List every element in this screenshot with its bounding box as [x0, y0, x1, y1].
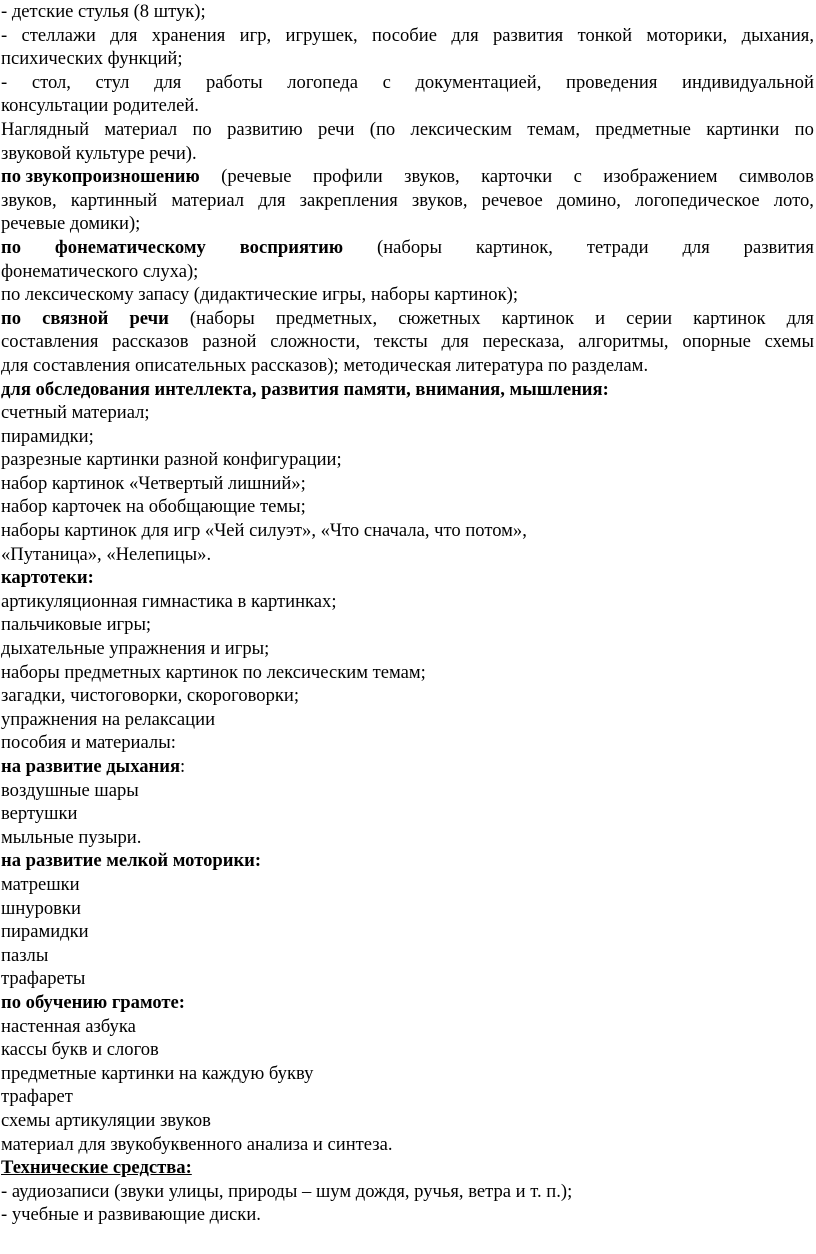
item-lexical: по лексическому запасу (дидактические игры, наборы картинок);: [1, 284, 518, 306]
heading-breathing-line: на развитие дыхания:: [1, 756, 186, 777]
list-item: - аудиозаписи (звуки улицы, природы – шум дождя, ручья, ветра и т. п.);: [1, 1180, 573, 1202]
text-line: фонематического слуха);: [1, 260, 199, 282]
list-item: кассы букв и слогов: [1, 1039, 159, 1061]
heading-intellect: для обследования интеллекта, развития памяти, внимания, мышления:: [1, 378, 609, 400]
list-item: трафарет: [1, 1086, 73, 1108]
list-item: пирамидки;: [1, 425, 94, 447]
text-line: [1, 0, 814, 24]
list-item: упражнения на релаксации: [1, 708, 216, 730]
text-line: психических функций;: [1, 48, 183, 70]
list-item: разрезные картинки разной конфигурации;: [1, 449, 342, 471]
text-line: составления рассказов разной сложности, тексты для пересказа, алгоритмы, опорные схемы: [1, 331, 814, 353]
heading-breathing: на развитие дыхания: [1, 756, 181, 777]
text-line: звуковой культуре речи).: [1, 142, 197, 164]
heading-literacy: по обучению грамоте:: [1, 991, 185, 1013]
text-line: - стеллажи для хранения игр, игрушек, пособие для развития тонкой моторики, дыхания,: [1, 24, 814, 46]
list-item: артикуляционная гимнастика в картинках;: [1, 590, 337, 612]
list-item: матрешки: [1, 873, 80, 895]
list-item-continuation: «Путаница», «Нелепицы».: [1, 543, 212, 565]
list-item: шнуровки: [1, 897, 81, 919]
list-item: материал для звукобуквенного анализа и синтеза.: [1, 1133, 393, 1155]
list-item: схемы артикуляции звуков: [1, 1109, 211, 1131]
text-line: речевые домики);: [1, 213, 141, 235]
text-line: - стол, стул для работы логопеда с документацией, проведения индивидуальной: [1, 71, 814, 93]
text-line: [1, 283, 814, 307]
text-line: по связной речи (наборы предметных, сюжетных картинок и серии картинок для: [1, 307, 814, 329]
list-item: предметные картинки на каждую букву: [1, 1062, 314, 1084]
item-children-chairs: - детские стулья (8 штук);: [1, 1, 206, 22]
list-item: вертушки: [1, 803, 78, 825]
text-line: по фонематическому восприятию (наборы картинок, тетради для развития: [1, 236, 814, 258]
text-line: консультации родителей.: [1, 95, 199, 117]
list-item: наборы предметных картинок по лексическим темам;: [1, 661, 426, 683]
list-item: воздушные шары: [1, 779, 139, 801]
list-item: счетный материал;: [1, 402, 150, 424]
list-item: мыльные пузыри.: [1, 826, 142, 848]
heading-fine-motor: на развитие мелкой моторики:: [1, 850, 262, 872]
text-line: Наглядный материал по развитию речи (по лексическим темам, предметные картинки по: [1, 118, 814, 140]
heading-technical-line: [1, 1156, 814, 1180]
list-item: - учебные и развивающие диски.: [1, 1204, 261, 1226]
list-item: пособия и материалы:: [1, 732, 176, 754]
list-item: дыхательные упражнения и игры;: [1, 638, 270, 660]
text-line: для составления описательных рассказов); методическая литература по разделам.: [1, 354, 649, 376]
heading-technical: Технические средства:: [1, 1157, 192, 1179]
list-item: наборы картинок для игр «Чей силуэт», «Что сначала, что потом»,: [1, 520, 527, 542]
list-item: пальчиковые игры;: [1, 614, 152, 636]
heading-cards: картотеки:: [1, 567, 94, 589]
list-item: набор карточек на обобщающие темы;: [1, 496, 306, 518]
heading-sound-pronunciation: по звукопроизношению: [1, 166, 200, 188]
text-line: по звукопроизношению (речевые профили звуков, карточки с изображением символов: [1, 166, 814, 188]
text-line: звуков, картинный материал для закрепления звуков, речевое домино, логопедическое лото,: [1, 189, 814, 211]
list-item: загадки, чистоговорки, скороговорки;: [1, 685, 300, 707]
list-item: пирамидки: [1, 921, 89, 943]
list-item: пазлы: [1, 944, 49, 966]
list-item: набор картинок «Четвертый лишний»;: [1, 472, 306, 494]
list-item: трафареты: [1, 968, 86, 990]
list-item: настенная азбука: [1, 1015, 136, 1037]
